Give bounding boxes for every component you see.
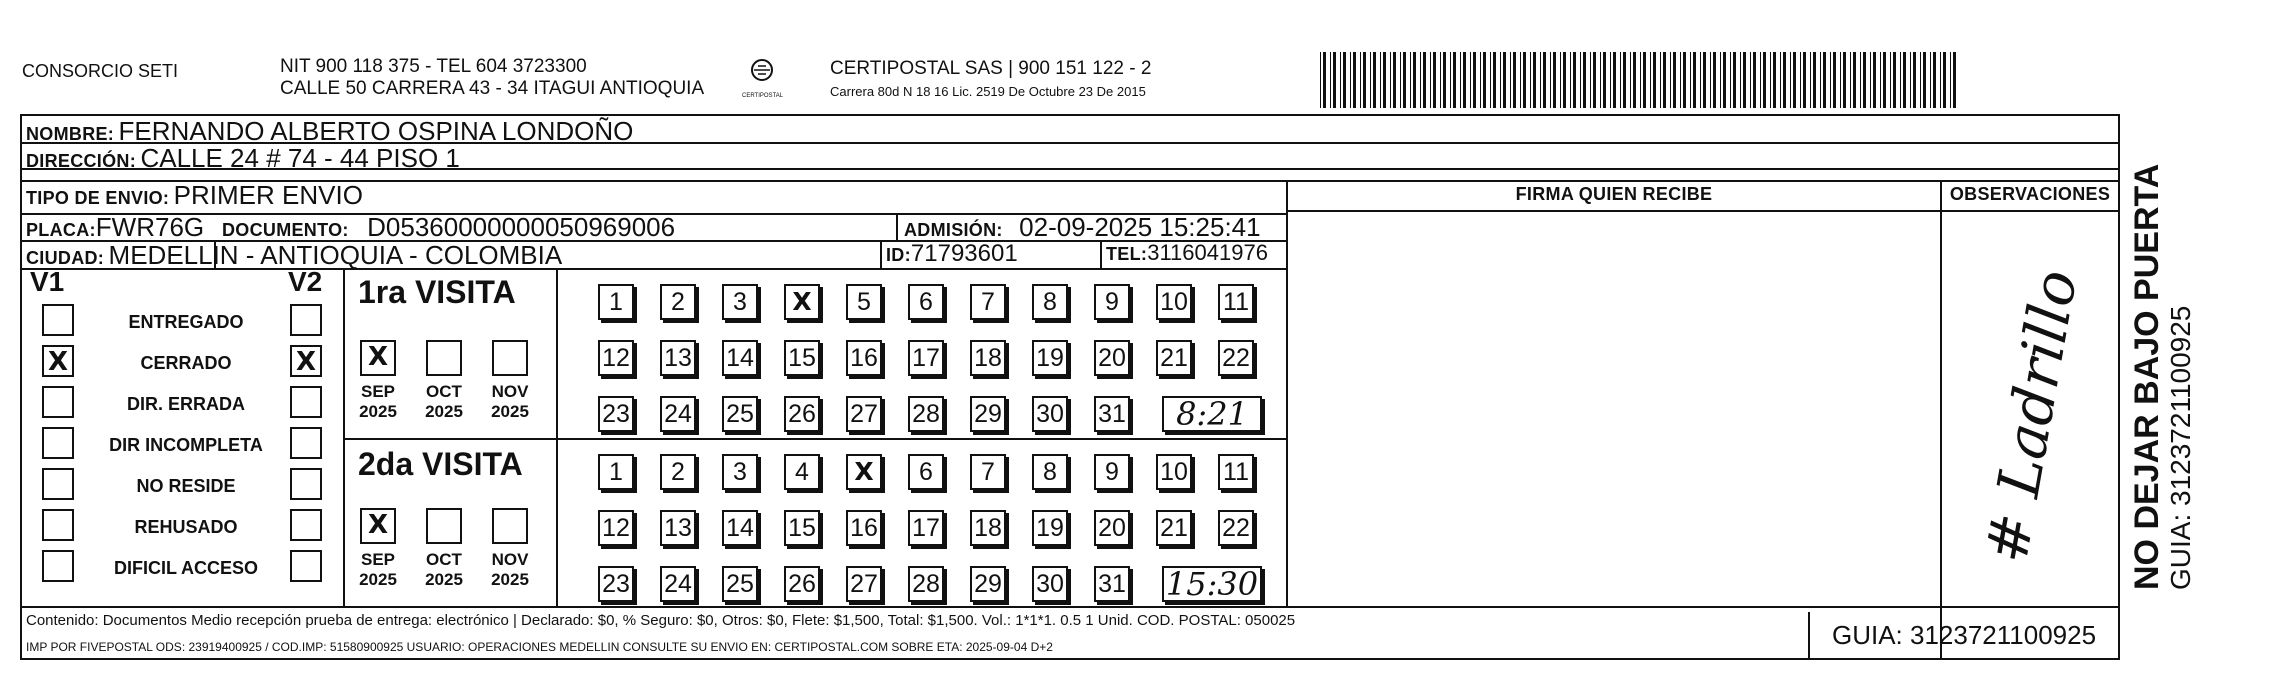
tel-row (1106, 240, 1268, 266)
first-visit-day-box[interactable]: X (784, 284, 820, 320)
barcode-bar (1570, 52, 1571, 108)
first-visit-day-box[interactable]: 18 (970, 340, 1006, 376)
first-visit-day-box[interactable]: 20 (1094, 340, 1130, 376)
barcode-bar (1693, 52, 1696, 108)
barcode-bar (1580, 52, 1581, 108)
barcode-bar (1383, 52, 1386, 108)
tipo-value: PRIMER ENVIO (173, 180, 363, 210)
barcode-bar (1923, 52, 1926, 108)
second-visit-time-box[interactable]: 15:30 (1162, 566, 1262, 602)
barcode-bar (1653, 52, 1656, 108)
tel-label: TEL: (1106, 244, 1148, 264)
barcode-bar (1830, 52, 1831, 108)
barcode-bar (1603, 52, 1606, 108)
logo-text: CERTIPOSTAL (742, 93, 784, 99)
first-visit-day-box[interactable]: 29 (970, 396, 1006, 432)
second-visit-day-box[interactable]: 10 (1156, 454, 1192, 490)
barcode-bar (1870, 52, 1871, 108)
first-visit-day-box[interactable]: 25 (722, 396, 758, 432)
barcode-bar (1783, 52, 1786, 108)
second-visit-month-checkbox[interactable] (426, 508, 462, 544)
first-visit-day-box[interactable]: 21 (1156, 340, 1192, 376)
barcode-bar (1890, 52, 1891, 108)
address-line: CALLE 50 CARRERA 43 - 34 ITAGUI ANTIOQUIA (280, 78, 705, 99)
second-visit-day-box[interactable]: 7 (970, 454, 1006, 490)
barcode-bar (1770, 52, 1771, 108)
logo-icon (742, 58, 782, 94)
first-visit-day-box[interactable]: 30 (1032, 396, 1068, 432)
barcode-bar (1730, 52, 1731, 108)
barcode-bar (1363, 52, 1366, 108)
second-visit-day-box[interactable]: 25 (722, 566, 758, 602)
first-visit-day-box[interactable]: 5 (846, 284, 882, 320)
barcode-bar (1583, 52, 1586, 108)
second-visit-day-box[interactable]: 27 (846, 566, 882, 602)
barcode-bar (1463, 52, 1466, 108)
second-visit-day-box[interactable]: 29 (970, 566, 1006, 602)
barcode-bar (1460, 52, 1461, 108)
documento-label: DOCUMENTO: (222, 220, 349, 240)
first-visit-day-box[interactable]: 23 (598, 396, 634, 432)
barcode-bar (1710, 52, 1711, 108)
first-visit-day-box[interactable]: 26 (784, 396, 820, 432)
barcode-bar (1720, 52, 1721, 108)
v1-checkbox[interactable] (42, 468, 74, 500)
barcode-bar (1480, 52, 1481, 108)
barcode-bar (1500, 52, 1501, 108)
barcode-bar (1483, 52, 1486, 108)
barcode-bar (1323, 52, 1326, 108)
status-label: NO RESIDE (136, 476, 236, 496)
second-visit-day-box[interactable]: 8 (1032, 454, 1068, 490)
status-label: DIFICIL ACCESO (113, 558, 258, 578)
barcode-bar (1493, 52, 1496, 108)
nombre-value: FERNANDO ALBERTO OSPINA LONDOÑO (118, 116, 634, 146)
barcode-bar (1800, 52, 1801, 108)
second-visit-day-box[interactable]: 18 (970, 510, 1006, 546)
barcode-bar (1723, 52, 1726, 108)
barcode-bar (1760, 52, 1761, 108)
barcode-bar (1713, 52, 1716, 108)
v1-checkbox[interactable] (42, 509, 74, 541)
barcode-bar (1430, 52, 1431, 108)
admision-label: ADMISIÓN: (904, 220, 1003, 240)
barcode-bar (1400, 52, 1401, 108)
barcode-bar (1413, 52, 1416, 108)
barcode-bar (1350, 52, 1351, 108)
barcode-bar (1920, 52, 1921, 108)
first-visit-day-box[interactable]: 2 (660, 284, 696, 320)
placa-row (26, 212, 204, 243)
first-visit-day-box[interactable]: 31 (1094, 396, 1130, 432)
barcode-bar (1663, 52, 1666, 108)
barcode-bar (1393, 52, 1396, 108)
barcode-bar (1630, 52, 1631, 108)
barcode-bar (1530, 52, 1531, 108)
barcode-bar (1540, 52, 1541, 108)
barcode-bar (1883, 52, 1886, 108)
observaciones-label: OBSERVACIONES (1949, 184, 2111, 204)
barcode-bar (1733, 52, 1736, 108)
first-visit-title: 1ra VISITA (358, 274, 516, 310)
observaciones-handwriting: # Ladrillo (1972, 264, 2091, 568)
barcode-bar (1453, 52, 1456, 108)
status-label: DIR. ERRADA (126, 394, 245, 414)
barcode-bar (1633, 52, 1636, 108)
tipo-row (26, 180, 363, 211)
first-visit-day-box[interactable]: 28 (908, 396, 944, 432)
tipo-label: TIPO DE ENVIO: (26, 188, 170, 208)
first-visit-day-box[interactable]: 15 (784, 340, 820, 376)
barcode-bar (1470, 52, 1471, 108)
barcode-bar (1833, 52, 1836, 108)
second-visit-day-box[interactable]: 26 (784, 566, 820, 602)
barcode-bar (1943, 52, 1946, 108)
first-visit-day-box[interactable]: 1 (598, 284, 634, 320)
barcode-bar (1473, 52, 1476, 108)
barcode-bar (1410, 52, 1411, 108)
ciudad-value: MEDELLIN - ANTIOQUIA - COLOMBIA (108, 240, 563, 270)
barcode-bar (1933, 52, 1936, 108)
second-visit-day-box[interactable]: 6 (908, 454, 944, 490)
barcode-bar (1860, 52, 1861, 108)
first-visit-day-box[interactable]: 10 (1156, 284, 1192, 320)
barcode-bar (1850, 52, 1851, 108)
barcode-bar (1813, 52, 1816, 108)
barcode-bar (1873, 52, 1876, 108)
second-visit-day-box[interactable]: 31 (1094, 566, 1130, 602)
barcode-bar (1683, 52, 1686, 108)
first-visit-day-box[interactable]: 7 (970, 284, 1006, 320)
barcode-bar (1593, 52, 1596, 108)
barcode-bar (1360, 52, 1361, 108)
v1-checkbox[interactable] (42, 304, 74, 336)
barcode-bar (1913, 52, 1916, 108)
barcode-bar (1443, 52, 1446, 108)
imp-line: IMP POR FIVEPOSTAL ODS: 23919400925 / COD.IMP: 51580900925 USUARIO: OPERACIONES MEDELLIN CONSULTE SU ENVIO EN: CERTIPOSTAL.COM SOBRE ETA: 2025-09-04 D+2 (26, 640, 1053, 654)
first-visit-day-box[interactable]: 14 (722, 340, 758, 376)
barcode-bar (1820, 52, 1821, 108)
barcode-bar (1640, 52, 1641, 108)
barcode-bar (1840, 52, 1841, 108)
barcode-bar (1403, 52, 1406, 108)
second-visit-day-box[interactable]: 28 (908, 566, 944, 602)
barcode-bar (1423, 52, 1426, 108)
nit-line: NIT 900 118 375 - TEL 604 3723300 (280, 56, 587, 77)
barcode-bar (1610, 52, 1611, 108)
first-visit-day-box[interactable]: 9 (1094, 284, 1130, 320)
barcode-bar (1910, 52, 1911, 108)
first-visit-day-box[interactable]: 27 (846, 396, 882, 432)
barcode-bar (1330, 52, 1331, 108)
v2-checkbox[interactable] (290, 304, 322, 336)
barcode-bar (1433, 52, 1436, 108)
first-visit-day-box[interactable]: 6 (908, 284, 944, 320)
certipostal-logo (742, 58, 782, 99)
barcode-bar (1740, 52, 1741, 108)
second-visit-day-box[interactable]: X (846, 454, 882, 490)
placa-value: FWR76G (95, 212, 205, 242)
first-visit-day-box[interactable]: 11 (1218, 284, 1254, 320)
barcode-bar (1563, 52, 1566, 108)
direccion-label: DIRECCIÓN: (26, 151, 136, 171)
first-visit-month-checkbox[interactable] (426, 340, 462, 376)
barcode-bar (1673, 52, 1676, 108)
company-name: CONSORCIO SETI (22, 61, 179, 81)
id-value: 71793601 (910, 240, 1018, 267)
second-visit-month-label: OCT 2025 (425, 550, 463, 589)
barcode-bar (1370, 52, 1371, 108)
first-visit-day-box[interactable]: 22 (1218, 340, 1254, 376)
barcode-bar (1333, 52, 1336, 108)
guia-box: GUIA: 3123721100925 (1808, 612, 2118, 658)
tel-value: 3116041976 (1147, 240, 1268, 265)
barcode-bar (1950, 52, 1951, 108)
v2-checkbox[interactable] (290, 386, 322, 418)
barcode-bar (1343, 52, 1346, 108)
barcode-bar (1373, 52, 1376, 108)
second-visit-day-box[interactable]: 11 (1218, 454, 1254, 490)
contenido-line: Contenido: Documentos Medio recepción prueba de entrega: electrónico | Declarado: $0, % Seguro: $0, Otros: $0, Flete: $1,500, Total: $1,500. Vol.: 1*1*1. 0.5 1 Unid. COD. POSTAL: 050025 (26, 612, 1296, 629)
barcode-bar (1843, 52, 1846, 108)
second-visit-day-box[interactable]: 3 (722, 454, 758, 490)
v2-checkbox[interactable] (290, 509, 322, 541)
first-visit-month-label: SEP 2025 (359, 382, 397, 421)
side-guia: GUIA: 3123721100925 (2165, 305, 2196, 590)
documento-row (222, 212, 675, 243)
barcode-bar (1790, 52, 1791, 108)
barcode-bar (1823, 52, 1826, 108)
v2-checkbox[interactable] (290, 427, 322, 459)
barcode-bar (1450, 52, 1451, 108)
v2-checkbox[interactable] (290, 550, 322, 582)
barcode-bar (1643, 52, 1646, 108)
barcode-bar (1420, 52, 1421, 108)
barcode-bar (1553, 52, 1556, 108)
v1-checkbox[interactable] (42, 550, 74, 582)
ciudad-label: CIUDAD: (26, 248, 105, 268)
second-visit-day-box[interactable]: 16 (846, 510, 882, 546)
barcode-bar (1660, 52, 1661, 108)
first-visit-month-checkbox[interactable]: X (360, 340, 396, 376)
barcode-bar (1320, 52, 1321, 108)
second-visit-day-box[interactable]: 9 (1094, 454, 1130, 490)
status-label: DIR INCOMPLETA (109, 435, 263, 455)
barcode-bar (1550, 52, 1551, 108)
barcode-bar (1903, 52, 1906, 108)
second-visit-day-box[interactable]: 13 (660, 510, 696, 546)
nombre-label: NOMBRE: (26, 124, 115, 144)
second-visit-day-box[interactable]: 2 (660, 454, 696, 490)
barcode-bar (1953, 52, 1956, 108)
barcode-bar (1340, 52, 1341, 108)
second-visit-day-box[interactable]: 12 (598, 510, 634, 546)
barcode-bar (1670, 52, 1671, 108)
barcode-bar (1533, 52, 1536, 108)
second-visit-day-box[interactable]: 20 (1094, 510, 1130, 546)
v2-checkbox[interactable] (290, 468, 322, 500)
first-visit-month-label: NOV 2025 (491, 382, 529, 421)
barcode-bar (1863, 52, 1866, 108)
status-label: REHUSADO (134, 517, 238, 537)
certipostal-line: CERTIPOSTAL SAS | 900 151 122 - 2 (830, 58, 1152, 79)
barcode-bar (1690, 52, 1691, 108)
firma-label: FIRMA QUIEN RECIBE (1515, 184, 1713, 204)
barcode-bar (1573, 52, 1576, 108)
barcode-bar (1513, 52, 1516, 108)
barcode-bar (1440, 52, 1441, 108)
placa-label: PLACA: (26, 220, 96, 240)
barcode-bar (1750, 52, 1751, 108)
id-label: ID: (886, 245, 911, 265)
v2-checkbox[interactable]: X (290, 345, 322, 377)
first-visit-day-box[interactable]: 16 (846, 340, 882, 376)
second-visit-day-box[interactable]: 30 (1032, 566, 1068, 602)
barcode-bar (1523, 52, 1526, 108)
v1-label: V1 (30, 266, 65, 297)
barcode-bar (1600, 52, 1601, 108)
barcode-bar (1743, 52, 1746, 108)
first-visit-time-box[interactable]: 8:21 (1162, 396, 1262, 432)
v2-label: V2 (288, 266, 323, 297)
second-visit-month-checkbox[interactable] (492, 508, 528, 544)
barcode-graphic (1320, 52, 1960, 108)
barcode-bar (1900, 52, 1901, 108)
second-visit-day-box[interactable]: 22 (1218, 510, 1254, 546)
barcode-bar (1793, 52, 1796, 108)
barcode-bar (1803, 52, 1806, 108)
barcode-bar (1703, 52, 1706, 108)
second-visit-day-box[interactable]: 24 (660, 566, 696, 602)
v1-checkbox[interactable] (42, 386, 74, 418)
admision-row (904, 212, 1261, 243)
barcode-bar (1620, 52, 1621, 108)
first-visit-day-box[interactable]: 19 (1032, 340, 1068, 376)
barcode-bar (1590, 52, 1591, 108)
v1-checkbox[interactable]: X (42, 345, 74, 377)
second-visit-day-box[interactable]: 14 (722, 510, 758, 546)
barcode-bar (1390, 52, 1391, 108)
barcode-bar (1380, 52, 1381, 108)
second-visit-day-box[interactable]: 23 (598, 566, 634, 602)
first-visit-month-checkbox[interactable] (492, 340, 528, 376)
license-line: Carrera 80d N 18 16 Lic. 2519 De Octubre 23 De 2015 (830, 84, 1146, 99)
id-row (886, 240, 1018, 268)
direccion-row (26, 143, 460, 174)
barcode-bar (1930, 52, 1931, 108)
barcode-bar (1613, 52, 1616, 108)
barcode-bar (1543, 52, 1546, 108)
second-visit-day-box[interactable]: 4 (784, 454, 820, 490)
side-text (2128, 164, 2196, 590)
first-visit-day-box[interactable]: 12 (598, 340, 634, 376)
barcode-bar (1353, 52, 1356, 108)
barcode-bar (1680, 52, 1681, 108)
second-visit-day-box[interactable]: 1 (598, 454, 634, 490)
second-visit-day-box[interactable]: 21 (1156, 510, 1192, 546)
barcode-bar (1940, 52, 1941, 108)
second-visit-title: 2da VISITA (358, 446, 523, 482)
barcode (1320, 52, 1960, 108)
barcode-bar (1853, 52, 1856, 108)
first-visit-day-box[interactable]: 8 (1032, 284, 1068, 320)
second-visit-month-label: SEP 2025 (359, 550, 397, 589)
barcode-bar (1560, 52, 1561, 108)
barcode-bar (1880, 52, 1881, 108)
barcode-bar (1623, 52, 1626, 108)
barcode-bar (1763, 52, 1766, 108)
second-visit-day-box[interactable]: 19 (1032, 510, 1068, 546)
first-visit-day-box[interactable]: 13 (660, 340, 696, 376)
barcode-bar (1650, 52, 1651, 108)
first-visit-day-box[interactable]: 24 (660, 396, 696, 432)
second-visit-day-box[interactable]: 17 (908, 510, 944, 546)
v1-checkbox[interactable] (42, 427, 74, 459)
barcode-bar (1510, 52, 1511, 108)
barcode-bar (1503, 52, 1506, 108)
first-visit-day-box[interactable]: 17 (908, 340, 944, 376)
status-label: CERRADO (140, 353, 232, 373)
barcode-bar (1520, 52, 1521, 108)
admision-value: 02-09-2025 15:25:41 (1019, 212, 1261, 242)
second-visit-month-label: NOV 2025 (491, 550, 529, 589)
barcode-bar (1773, 52, 1776, 108)
second-visit-day-box[interactable]: 15 (784, 510, 820, 546)
barcode-bar (1700, 52, 1701, 108)
direccion-value: CALLE 24 # 74 - 44 PISO 1 (140, 143, 460, 173)
side-warning: NO DEJAR BAJO PUERTA (2128, 163, 2166, 590)
second-visit-month-checkbox[interactable]: X (360, 508, 396, 544)
barcode-bar (1780, 52, 1781, 108)
barcode-bar (1810, 52, 1811, 108)
first-visit-month-label: OCT 2025 (425, 382, 463, 421)
barcode-bar (1490, 52, 1491, 108)
first-visit-day-box[interactable]: 3 (722, 284, 758, 320)
status-label: ENTREGADO (128, 312, 244, 332)
barcode-bar (1753, 52, 1756, 108)
barcode-bar (1893, 52, 1896, 108)
documento-value: D05360000000050969006 (367, 212, 676, 242)
